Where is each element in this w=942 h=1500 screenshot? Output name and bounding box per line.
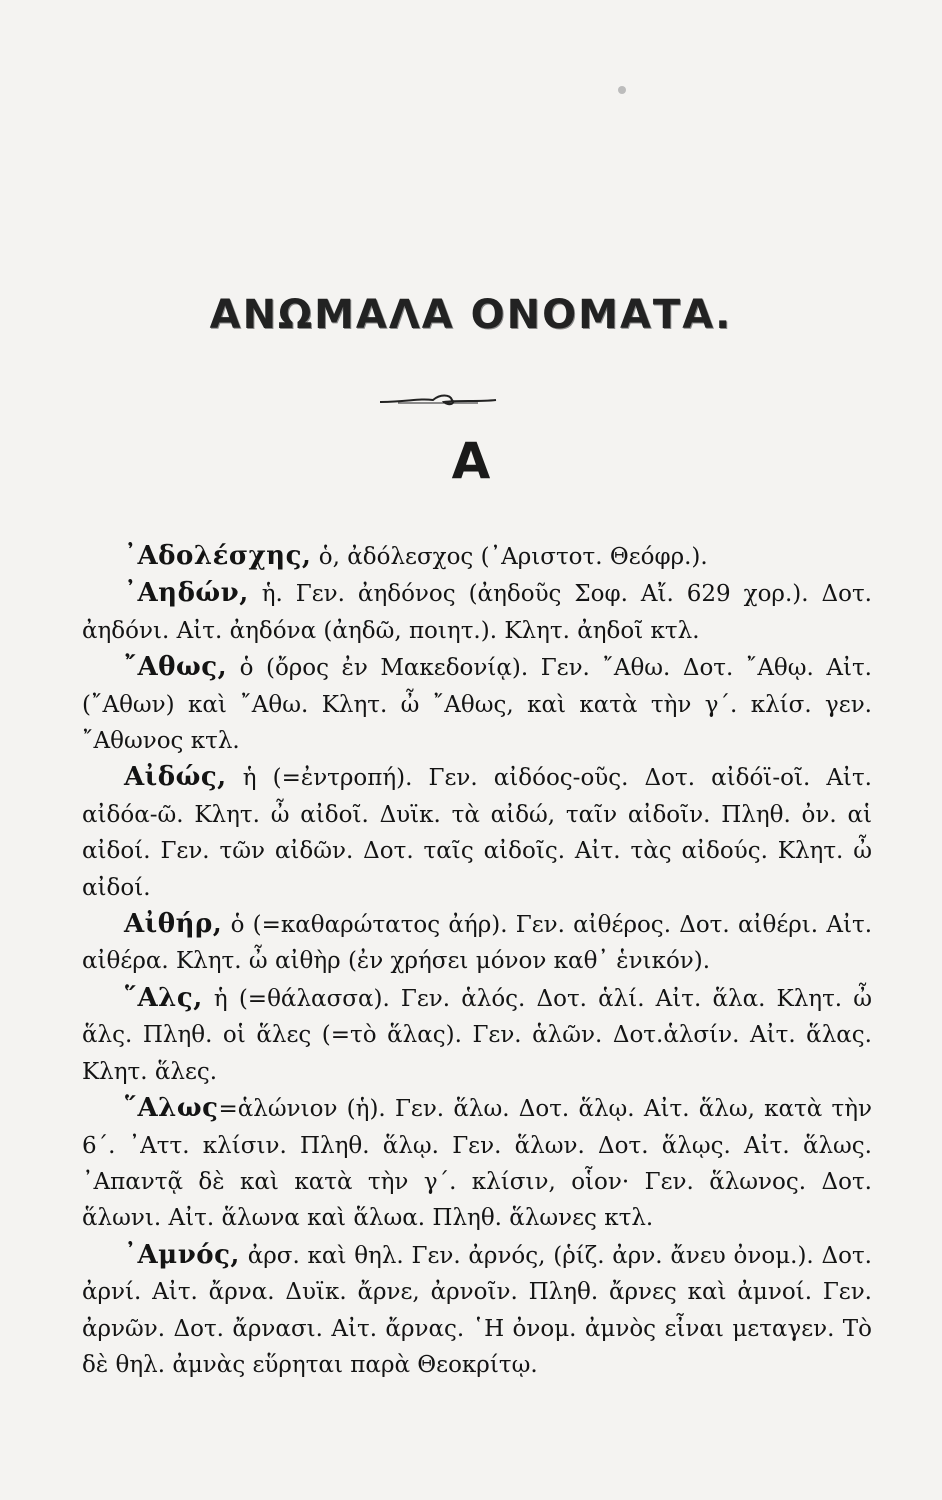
entry-body: ὁ (=καθαρώτατος ἀήρ). Γεν. αἰθέρος. Δοτ. αἰθέρι. Αἰτ. αἰθέρα. Κλητ. ὦ αἰθὴρ (ἐν χρήσει μόνον καθ᾿ ἑνικόν). <box>82 912 872 975</box>
section-letter: Α <box>451 432 491 490</box>
entry-body: ὁ, ἀδόλεσχος (᾿Αριστοτ. Θεόφρ.). <box>311 544 708 570</box>
entry-headword: ᾿Αηδών, <box>124 578 249 609</box>
dictionary-entry <box>82 538 872 575</box>
dictionary-entry <box>82 759 872 906</box>
dictionary-entry <box>82 1237 872 1384</box>
entry-headword: ῎Αθως, <box>124 652 228 683</box>
dictionary-entry <box>82 906 872 980</box>
entry-headword: ᾿Αμνός, <box>124 1239 240 1270</box>
entry-body: ἀρσ. καὶ θηλ. Γεν. ἀρνός, (ῥίζ. ἀρν. ἄνευ ὀνομ.). Δοτ. ἀρνί. Αἰτ. ἄρνα. Δυϊκ. ἄρνε, ἀρνοῖν. Πληθ. ἄρνες καὶ ἀμνοί. Γεν. ἀρνῶν. Δοτ. ἄρνασι. Αἰτ. ἄρνας. ῾Η ὀνομ. ἀμνὸς εἶναι μεταγεν. Τὸ δὲ θηλ. ἀμνὰς εὕρηται παρὰ Θεοκρίτῳ. <box>82 1242 872 1378</box>
entry-headword: ῞Αλως <box>124 1093 219 1124</box>
entry-headword: ῞Αλς, <box>124 982 203 1013</box>
dictionary-entry <box>82 980 872 1090</box>
entry-body: ἡ (=θάλασσα). Γεν. ἁλός. Δοτ. ἁλί. Αἰτ. ἅλα. Κλητ. ὦ ἅλς. Πληθ. οἱ ἅλες (=τὸ ἅλας). Γεν. ἁλῶν. Δοτ.ἁλσίν. Αἰτ. ἅλας. Κλητ. ἅλες. <box>82 985 872 1085</box>
entry-headword: Αἰδώς, <box>124 762 227 793</box>
ink-speck <box>618 86 626 94</box>
entry-headword: Αἰθήρ, <box>124 909 223 940</box>
dictionary-entries <box>82 538 872 1383</box>
page-title: ΑΝΩΜΑΛΑ ΟΝΟΜΑΤΑ. <box>209 292 733 338</box>
dictionary-entry <box>82 649 872 759</box>
dictionary-entry <box>82 1090 872 1237</box>
entry-body: ὁ (ὄρος ἐν Μακεδονίᾳ). Γεν. ῎Αθω. Δοτ. ῎Αθῳ. Αἰτ. (῎Αθων) καὶ ῎Αθω. Κλητ. ὦ ῎Αθως, καὶ κατὰ τὴν γ΄. κλίσ. γεν. ῎Αθωνος κτλ. <box>82 655 872 755</box>
entry-body: ἡ. Γεν. ἀηδόνος (ἀηδοῦς Σοφ. Αἴ. 629 χορ.). Δοτ. ἀηδόνι. Αἰτ. ἀηδόνα (ἀηδῶ, ποιητ.). Κλητ. ἀηδοῖ κτλ. <box>82 581 872 644</box>
ornament-flourish-icon <box>378 390 498 410</box>
entry-headword: ᾿Αδολέσχης, <box>124 541 312 571</box>
dictionary-entry <box>82 575 872 649</box>
entry-body: =ἁλώνιον (ἡ). Γεν. ἅλω. Δοτ. ἅλῳ. Αἰτ. ἅλω, κατὰ τὴν 6΄. ᾿Αττ. κλίσιν. Πληθ. ἅλῳ. Γεν. ἅλων. Δοτ. ἅλῳς. Αἰτ. ἅλως. ᾿Απαντᾷ δὲ καὶ κατὰ τὴν γ΄. κλίσιν, οἷον· Γεν. ἅλωνος. Δοτ. ἅλωνι. Αἰτ. ἅλωνα καὶ ἅλωα. Πληθ. ἅλωνες κτλ. <box>82 1096 872 1232</box>
entry-body: ἡ (=ἐντροπή). Γεν. αἰδόος-οῦς. Δοτ. αἰδόϊ-οῖ. Αἰτ. αἰδόα-ῶ. Κλητ. ὦ αἰδοῖ. Δυϊκ. τὰ αἰδώ, ταῖν αἰδοῖν. Πληθ. ὀν. αἱ αἰδοί. Γεν. τῶν αἰδῶν. Δοτ. ταῖς αἰδοῖς. Αἰτ. τὰς αἰδούς. Κλητ. ὦ αἰδοί. <box>82 765 872 901</box>
